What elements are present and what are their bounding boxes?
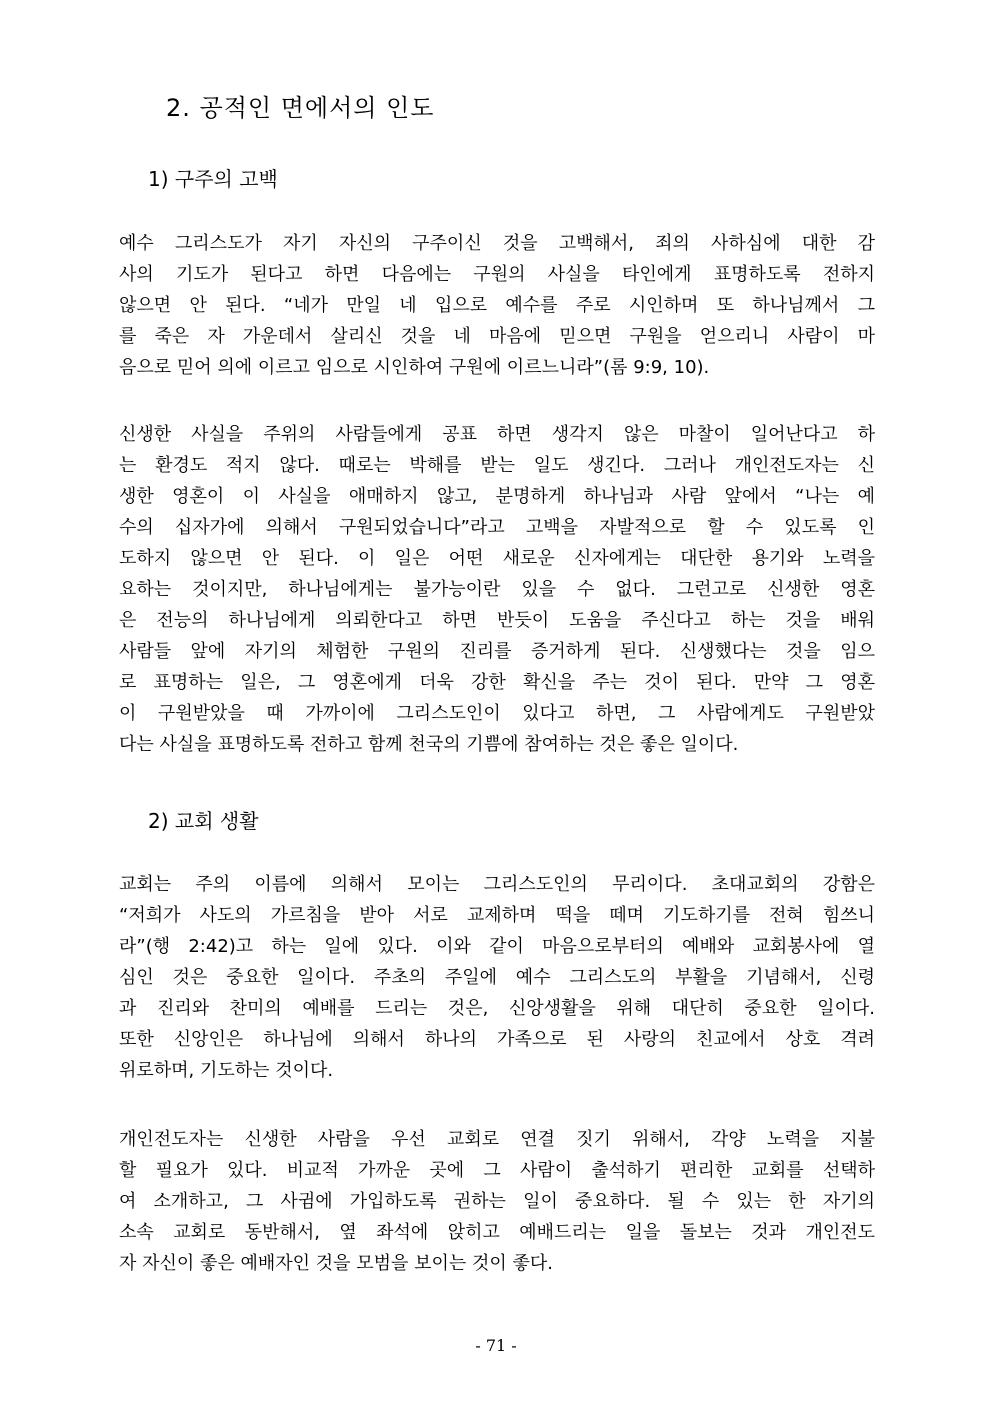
text-line: 는 환경도 적지 않다. 때로는 박해를 받는 일도 생긴다. 그러나 개인전도자는 신 [119,455,875,476]
paragraph-confession-2 [119,419,875,760]
text-line: 할 필요가 있다. 비교적 가까운 곳에 그 사람이 출석하기 편리한 교회를 선택하 [119,1160,875,1181]
text-line: 여 소개하고, 그 사귐에 가입하도록 권하는 일이 중요하다. 될 수 있는 한 자기의 [119,1191,875,1212]
text-line: 않으면 안 된다. “네가 만일 네 입으로 예수를 주로 시인하며 또 하나님께서 그 [119,295,875,316]
text-line: 예수 그리스도가 자기 자신의 구주이신 것을 고백해서, 죄의 사하심에 대한 감 [119,233,875,254]
text-line: 다는 사실을 표명하도록 전하고 함께 천국의 기쁨에 참여하는 것은 좋은 일이다. [119,734,739,755]
text-line: 사람들 앞에 자기의 체험한 구원의 진리를 증거하게 된다. 신생했다는 것을 임으 [119,641,875,662]
text-line: 위로하며, 기도하는 것이다. [119,1060,334,1081]
subsection-heading-confession: 1) 구주의 고백 [148,167,278,191]
text-line: 과 진리와 찬미의 예배를 드리는 것은, 신앙생활을 위해 대단히 중요한 일이다. [119,998,875,1019]
text-line: 은 전능의 하나님에게 의뢰한다고 하면 반듯이 도움을 주신다고 하는 것을 배워 [119,610,875,631]
paragraph-confession-1 [119,228,875,383]
text-line: 를 죽은 자 가운데서 살리신 것을 네 마음에 믿으면 구원을 얻으리니 사람이 마 [119,326,875,347]
paragraph-church-life-2 [119,1124,875,1279]
text-line: 소속 교회로 동반해서, 옆 좌석에 앉히고 예배드리는 일을 돌보는 것과 개인전도 [119,1222,875,1243]
text-line: 교회는 주의 이름에 의해서 모이는 그리스도인의 무리이다. 초대교회의 강함은 [119,874,875,895]
text-line: 도하지 않으면 안 된다. 이 일은 어떤 새로운 신자에게는 대단한 용기와 노력을 [119,548,875,569]
paragraph-church-life-1 [119,869,875,1086]
text-line: 이 구원받았을 때 가까이에 그리스도인이 있다고 하면, 그 사람에게도 구원받았 [119,703,875,724]
text-line: 사의 기도가 된다고 하면 다음에는 구원의 사실을 타인에게 표명하도록 전하지 [119,264,875,285]
text-line: 로 표명하는 일은, 그 영혼에게 더욱 강한 확신을 주는 것이 된다. 만약 그 영혼 [119,672,875,693]
page-number: - 71 - [475,1336,517,1355]
subsection-heading-church-life: 2) 교회 생활 [148,809,259,833]
section-title: 2. 공적인 면에서의 인도 [166,94,435,122]
text-line: 또한 신앙인은 하나님에 의해서 하나의 가족으로 된 사랑의 친교에서 상호 격려 [119,1029,875,1050]
text-line: 개인전도자는 신생한 사람을 우선 교회로 연결 짓기 위해서, 각양 노력을 지불 [119,1129,875,1150]
text-line: 음으로 믿어 의에 이르고 임으로 시인하여 구원에 이르느니라”(롬 9:9, 10). [119,357,710,378]
text-line: 신생한 사실을 주위의 사람들에게 공표 하면 생각지 않은 마찰이 일어난다고 하 [119,424,875,445]
text-line: 생한 영혼이 이 사실을 애매하지 않고, 분명하게 하나님과 사람 앞에서 “나는 예 [119,486,875,507]
text-line: 수의 십자가에 의해서 구원되었습니다”라고 고백을 자발적으로 할 수 있도록 인 [119,517,875,538]
text-line: 라”(행 2:42)고 하는 일에 있다. 이와 같이 마음으로부터의 예배와 교회봉사에 열 [119,936,875,957]
text-line: 자 자신이 좋은 예배자인 것을 모범을 보이는 것이 좋다. [119,1253,554,1274]
text-line: “저희가 사도의 가르침을 받아 서로 교제하며 떡을 떼며 기도하기를 전혀 힘쓰니 [119,905,875,926]
text-line: 요하는 것이지만, 하나님에게는 불가능이란 있을 수 없다. 그런고로 신생한 영혼 [119,579,875,600]
text-line: 심인 것은 중요한 일이다. 주초의 주일에 예수 그리스도의 부활을 기념해서, 신령 [119,967,875,988]
